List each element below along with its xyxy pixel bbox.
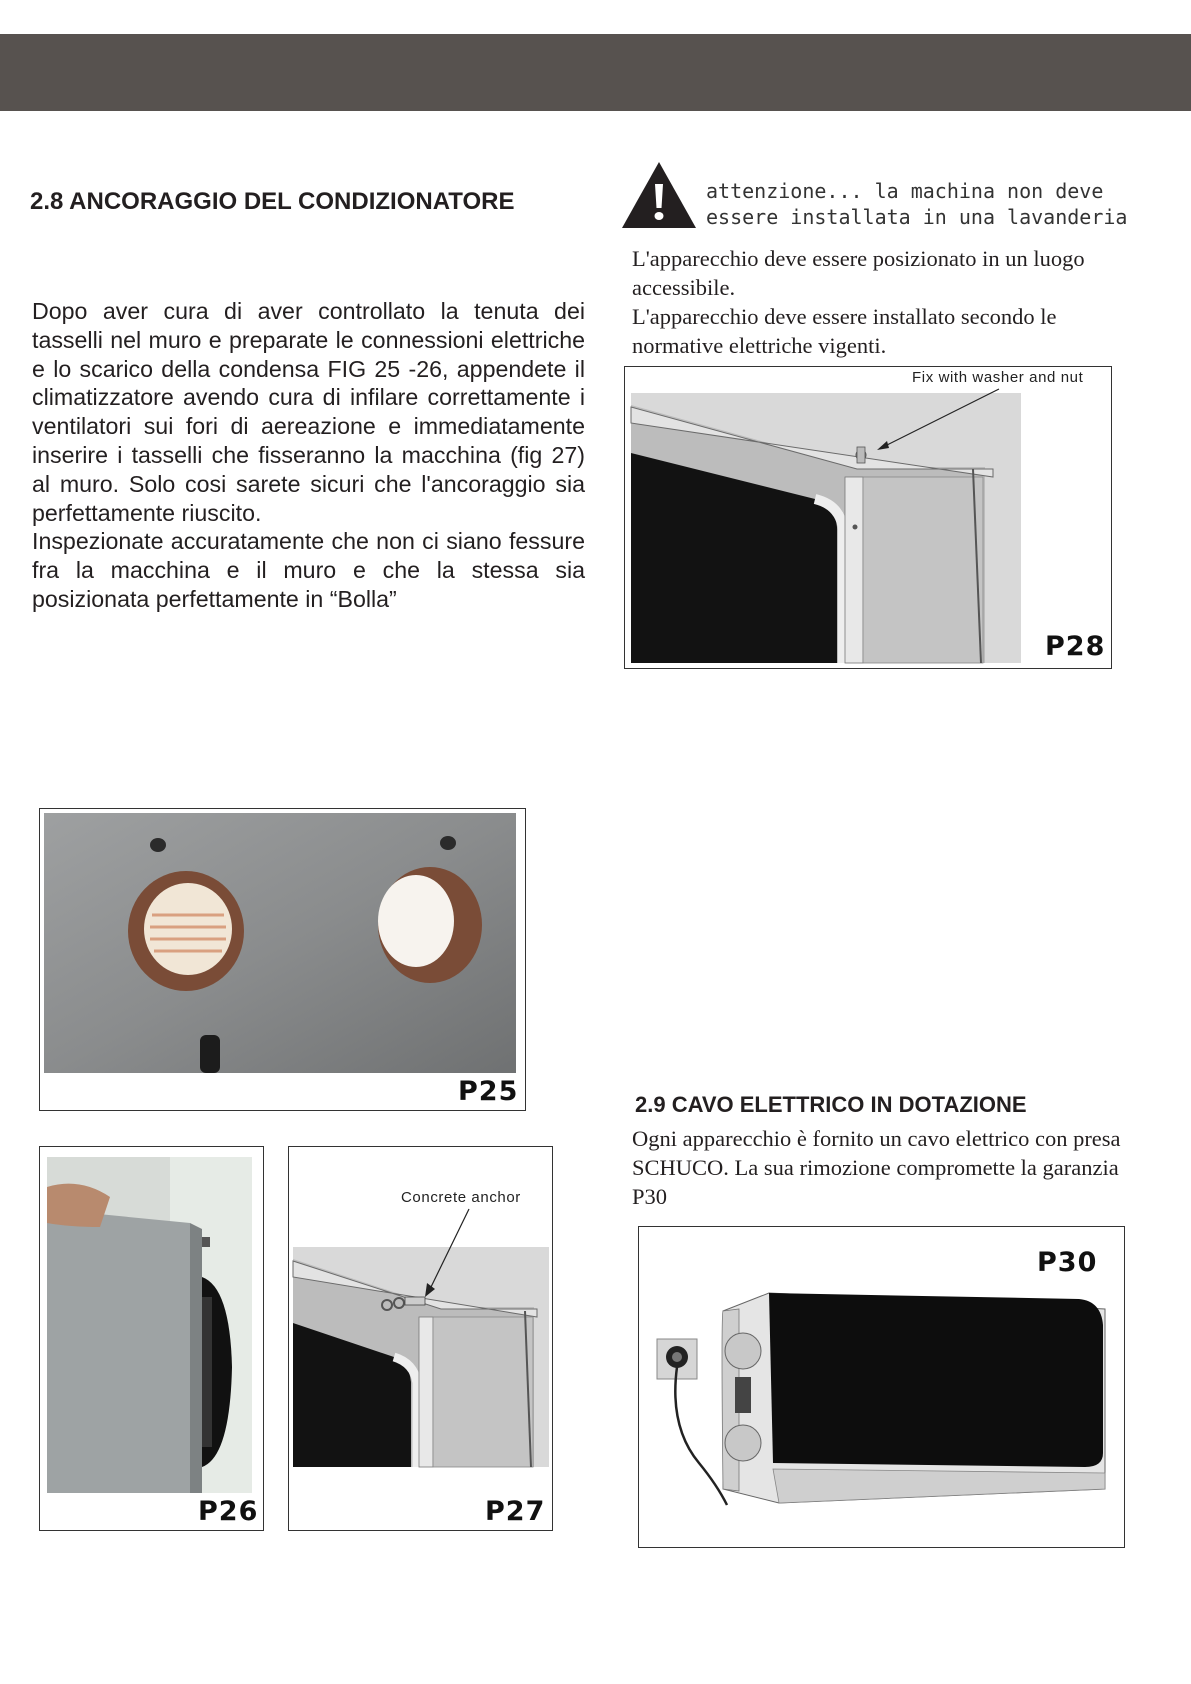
warning-line: essere installata in una lavanderia [706, 205, 1128, 229]
p25-photo [40, 809, 524, 1109]
note-paragraph: L'apparecchio deve essere installato secondo le normative elettriche vigenti. [632, 304, 1057, 358]
installation-notes [632, 244, 1132, 360]
note-paragraph: L'apparecchio deve essere posizionato in un luogo accessibile. [632, 246, 1085, 300]
section-2-9-body [632, 1124, 1132, 1211]
p25-label: P25 [458, 1076, 519, 1107]
figure-p27 [288, 1146, 553, 1531]
warning-icon [620, 160, 698, 230]
section-number: 2.9 [635, 1092, 666, 1117]
p28-callout: Fix with washer and nut [912, 369, 1084, 386]
body-paragraph: Ogni apparecchio è fornito un cavo elettrico con presa SCHUCO. La sua rimozione compromette la garanzia P30 [632, 1126, 1121, 1209]
section-2-8-heading [30, 188, 515, 216]
header-bar [0, 34, 1191, 111]
p28-drawing [625, 367, 1110, 667]
section-2-8-body [32, 297, 585, 614]
section-number: 2.8 [30, 188, 64, 215]
section-title: ANCORAGGIO DEL CONDIZIONATORE [69, 188, 515, 215]
p30-label: P30 [1037, 1247, 1098, 1278]
section-title: CAVO ELETTRICO IN DOTAZIONE [671, 1092, 1027, 1117]
figure-p30 [638, 1226, 1125, 1548]
p27-callout: Concrete anchor [401, 1189, 521, 1206]
warning-line: attenzione... la machina non deve [706, 179, 1104, 203]
section-2-9-heading [635, 1092, 1027, 1118]
p28-label: P28 [1045, 631, 1106, 662]
figure-p25 [39, 808, 526, 1111]
figure-p26 [39, 1146, 264, 1531]
body-paragraph: Dopo aver cura di aver controllato la tenuta dei tasselli nel muro e preparate le connessioni elettriche e lo scarico della condensa FIG 25 -26, appendete il climatizzatore avendo cura di infilare correttamente i ventilatori sui fori di aereazione e immediatamente inserire i tasselli che fisseranno la macchina (fig 27) al muro. Solo cosi sarete sicuri che l'ancoraggio sia perfettamente riuscito. [32, 298, 585, 526]
warning-text [706, 178, 1127, 230]
p26-label: P26 [198, 1496, 259, 1527]
figure-p28 [624, 366, 1112, 669]
p26-photo [40, 1147, 262, 1529]
body-paragraph: Inspezionate accuratamente che non ci siano fessure fra la macchina e il muro e che la stessa sia posizionata perfettamente in “Bolla” [32, 528, 585, 612]
p27-label: P27 [485, 1496, 546, 1527]
